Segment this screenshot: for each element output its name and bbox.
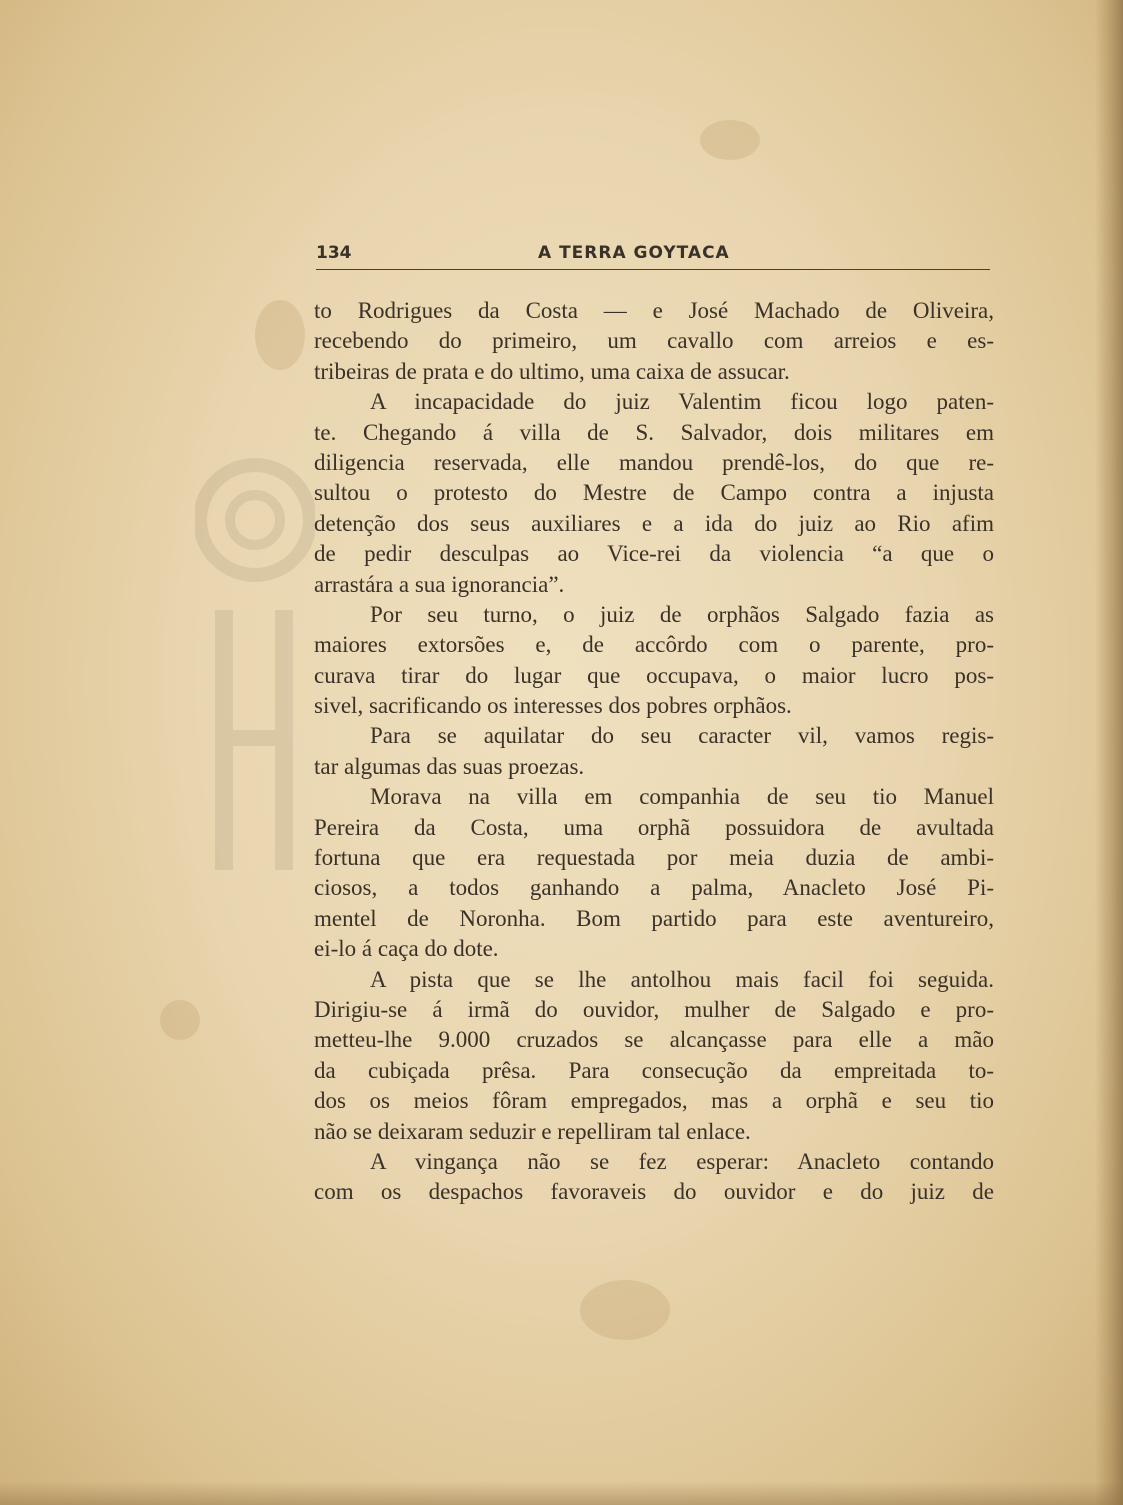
page-header (316, 243, 990, 270)
text-line: Para se aquilatar do seu caracter vil, vamos regis- (370, 723, 994, 749)
watermark-emblem (195, 430, 315, 890)
text-line: detenção dos seus auxiliares e a ida do juiz ao Rio afim (314, 510, 994, 536)
text-line: ciosos, a todos ganhando a palma, Anacleto José Pi- (314, 875, 994, 901)
paper-stain (700, 120, 760, 160)
text-line: não se deixaram seduzir e repelliram tal enlace. (314, 1118, 751, 1144)
text-line: sultou o protesto do Mestre de Campo contra a injusta (314, 480, 994, 506)
text-line: A pista que se lhe antolhou mais facil foi seguida. (370, 966, 994, 992)
text-line: to Rodrigues da Costa — e José Machado de Oliveira, (314, 298, 994, 323)
paper-stain (255, 300, 305, 370)
text-line: da cubiçada prêsa. Para consecução da empreitada to- (314, 1057, 994, 1083)
page-number: 134 (316, 243, 352, 263)
paper-stain (580, 1280, 670, 1340)
text-line: mentel de Noronha. Bom partido para este aventureiro, (314, 905, 994, 931)
page-bottom-shadow (0, 1481, 1123, 1505)
text-line: metteu-lhe 9.000 cruzados se alcançasse para elle a mão (314, 1027, 994, 1053)
text-line: curava tirar do lugar que occupava, o maior lucro pos- (314, 662, 994, 688)
text-line: te. Chegando á villa de S. Salvador, dois militares em (314, 419, 994, 445)
text-line: Pereira da Costa, uma orphã possuidora de avultada (314, 814, 994, 840)
page-edge-shadow (1095, 0, 1123, 1505)
text-line: A vingança não se fez esperar: Anacleto contando (370, 1148, 994, 1174)
text-line: de pedir desculpas ao Vice-rei da violencia “a que o (314, 541, 994, 567)
text-line: Morava na villa em companhia de seu tio Manuel (370, 784, 994, 810)
text-line: tribeiras de prata e do ultimo, uma caixa de assucar. (314, 358, 790, 384)
text-line: tar algumas das suas proezas. (314, 753, 585, 779)
text-line: Por seu turno, o juiz de orphãos Salgado fazia as (370, 601, 994, 627)
body-text (314, 296, 994, 1208)
text-line: sivel, sacrificando os interesses dos pobres orphãos. (314, 693, 792, 719)
running-title: A TERRA GOYTACA (538, 243, 730, 263)
text-line: dos os meios fôram empregados, mas a orphã e seu tio (314, 1088, 994, 1114)
paper-stain (160, 1000, 200, 1040)
text-line: diligencia reservada, elle mandou prendê-los, do que re- (314, 449, 994, 475)
text-line: fortuna que era requestada por meia duzia de ambi- (314, 845, 994, 871)
text-line: Dirigiu-se á irmã do ouvidor, mulher de Salgado e pro- (314, 996, 994, 1022)
text-line: recebendo do primeiro, um cavallo com arreios e es- (314, 328, 994, 354)
text-line: A incapacidade do juiz Valentim ficou logo paten- (370, 389, 994, 415)
text-line: com os despachos favoraveis do ouvidor e do juiz de (314, 1179, 994, 1205)
text-line: maiores extorsões e, de accôrdo com o parente, pro- (314, 632, 994, 658)
text-line: ei-lo á caça do dote. (314, 936, 499, 962)
text-line: arrastára a sua ignorancia”. (314, 571, 565, 597)
